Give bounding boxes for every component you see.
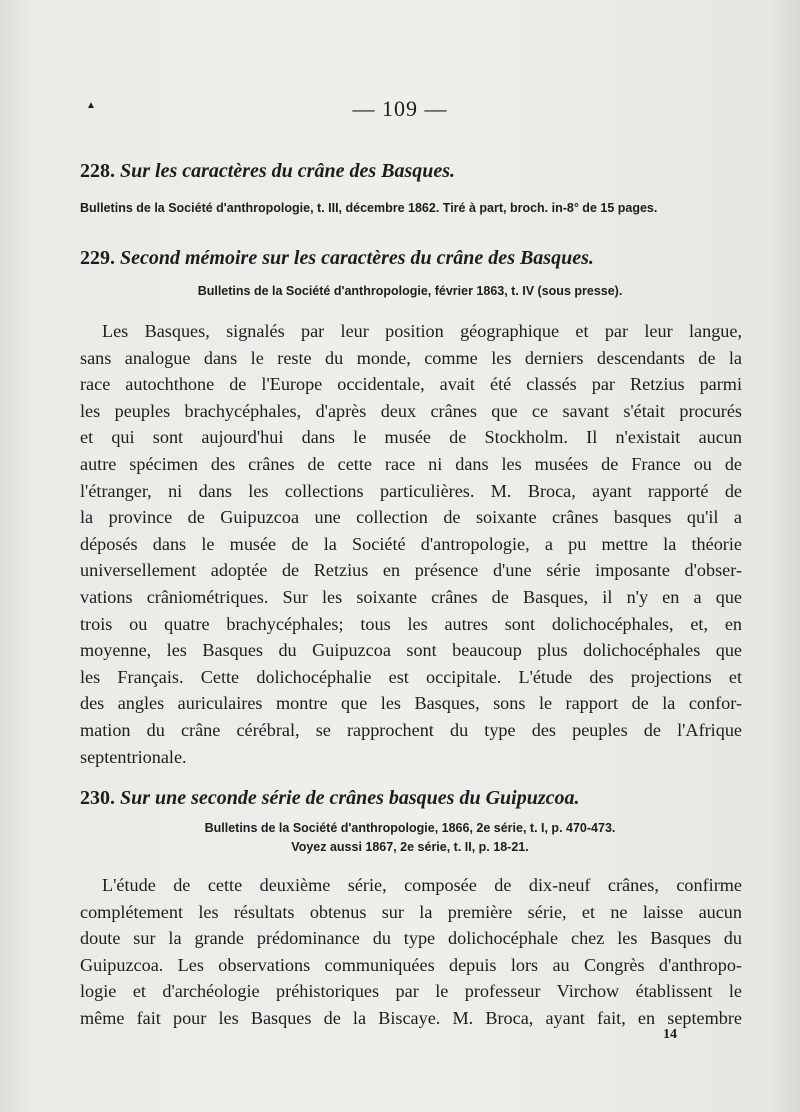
text-line: les peuples brachycéphales, d'après deux crânes que ce savant s'était procurés [80, 400, 742, 421]
text-line: L'étude de cette deuxième série, composée de dix-neuf crânes, confirme [102, 875, 742, 895]
entry-228-reference: Bulletins de la Société d'anthropologie, t. III, décembre 1862. Tiré à part, broch. in-8° de 15 pages. [80, 201, 658, 215]
text-line: et qui sont aujourd'hui dans le musée de Stockholm. Il n'existait aucun [80, 427, 742, 448]
text-line: Les Basques, signalés par leur position géographique et par leur langue, [102, 321, 742, 341]
text-line: vations crâniométriques. Sur les soixante crânes de Basques, il n'y en a que [80, 586, 742, 607]
text-line: autre spécimen des crânes de cette race ni dans les musées de France ou de [80, 453, 742, 474]
entry-title: Sur les caractères du crâne des Basques. [120, 160, 456, 182]
text-line: moyenne, les Basques du Guipuzcoa sont beaucoup plus dolichocéphales que [80, 640, 742, 661]
entry-230-reference: Bulletins de la Société d'anthropologie, 1866, 2e série, t. I, p. 470-473. [204, 821, 616, 835]
text-line: la province de Guipuzcoa une collection de soixante crânes basques qu'il a [80, 507, 742, 528]
entry-number: 228. [80, 160, 115, 182]
signature-mark: 14 [663, 1027, 677, 1042]
text-line: logie et d'archéologie préhistoriques par le professeur Virchow établissent le [80, 981, 742, 1002]
entry-number: 230. [80, 787, 115, 809]
text-line: complétement les résultats obtenus sur la première série, et ne laisse aucun [80, 901, 742, 922]
entry-229-reference: Bulletins de la Société d'anthropologie, février 1863, t. IV (sous presse). [197, 284, 623, 298]
text-line: déposés dans le musée de la Société d'antropologie, a pu mettre la théorie [80, 533, 742, 554]
text-line: les Français. Cette dolichocéphalie est occipitale. L'étude des projections et [80, 666, 742, 687]
entry-title: Sur une seconde série de crânes basques du Guipuzcoa. [120, 787, 580, 809]
text-line: doute sur la grande prédominance du type dolichocéphale chez les Basques du [80, 928, 742, 949]
text-line: septentrionale. [80, 746, 187, 767]
body-paragraph-1 [80, 318, 742, 770]
entry-number: 229. [80, 247, 115, 269]
body-paragraph-2 [80, 872, 742, 1032]
text-line: des angles auriculaires montre que les Basques, sons le rapport de la confor- [80, 693, 742, 714]
text-line: mation du crâne cérébral, se rapprochent du type des peuples de l'Afrique [80, 719, 742, 740]
entry-title: Second mémoire sur les caractères du crâne des Basques. [120, 247, 594, 269]
text-line: universellement adoptée de Retzius en présence d'une série imposante d'obser- [80, 560, 742, 581]
text-line: Guipuzcoa. Les observations communiquées depuis lors au Congrès d'anthropo- [80, 954, 742, 975]
entry-230-heading [80, 787, 740, 810]
entry-230-reference-2: Voyez aussi 1867, 2e série, t. II, p. 18-21. [291, 840, 529, 854]
text-line: même fait pour les Basques de la Biscaye. M. Broca, ayant fait, en septembre [80, 1007, 742, 1028]
text-line: sans analogue dans le reste du monde, comme les derniers descendants de la [80, 347, 742, 368]
ink-mark: ▲ [86, 100, 96, 111]
text-line: trois ou quatre brachycéphales; tous les autres sont dolichocéphales, et, en [80, 613, 742, 634]
entry-228-heading [80, 160, 740, 183]
page-number: — 109 — [352, 96, 448, 121]
text-line: l'étranger, ni dans les collections particulières. M. Broca, ayant rapporté de [80, 480, 742, 501]
text-line: race autochthone de l'Europe occidentale, avait été classés par Retzius parmi [80, 374, 742, 395]
entry-229-heading [80, 247, 740, 270]
